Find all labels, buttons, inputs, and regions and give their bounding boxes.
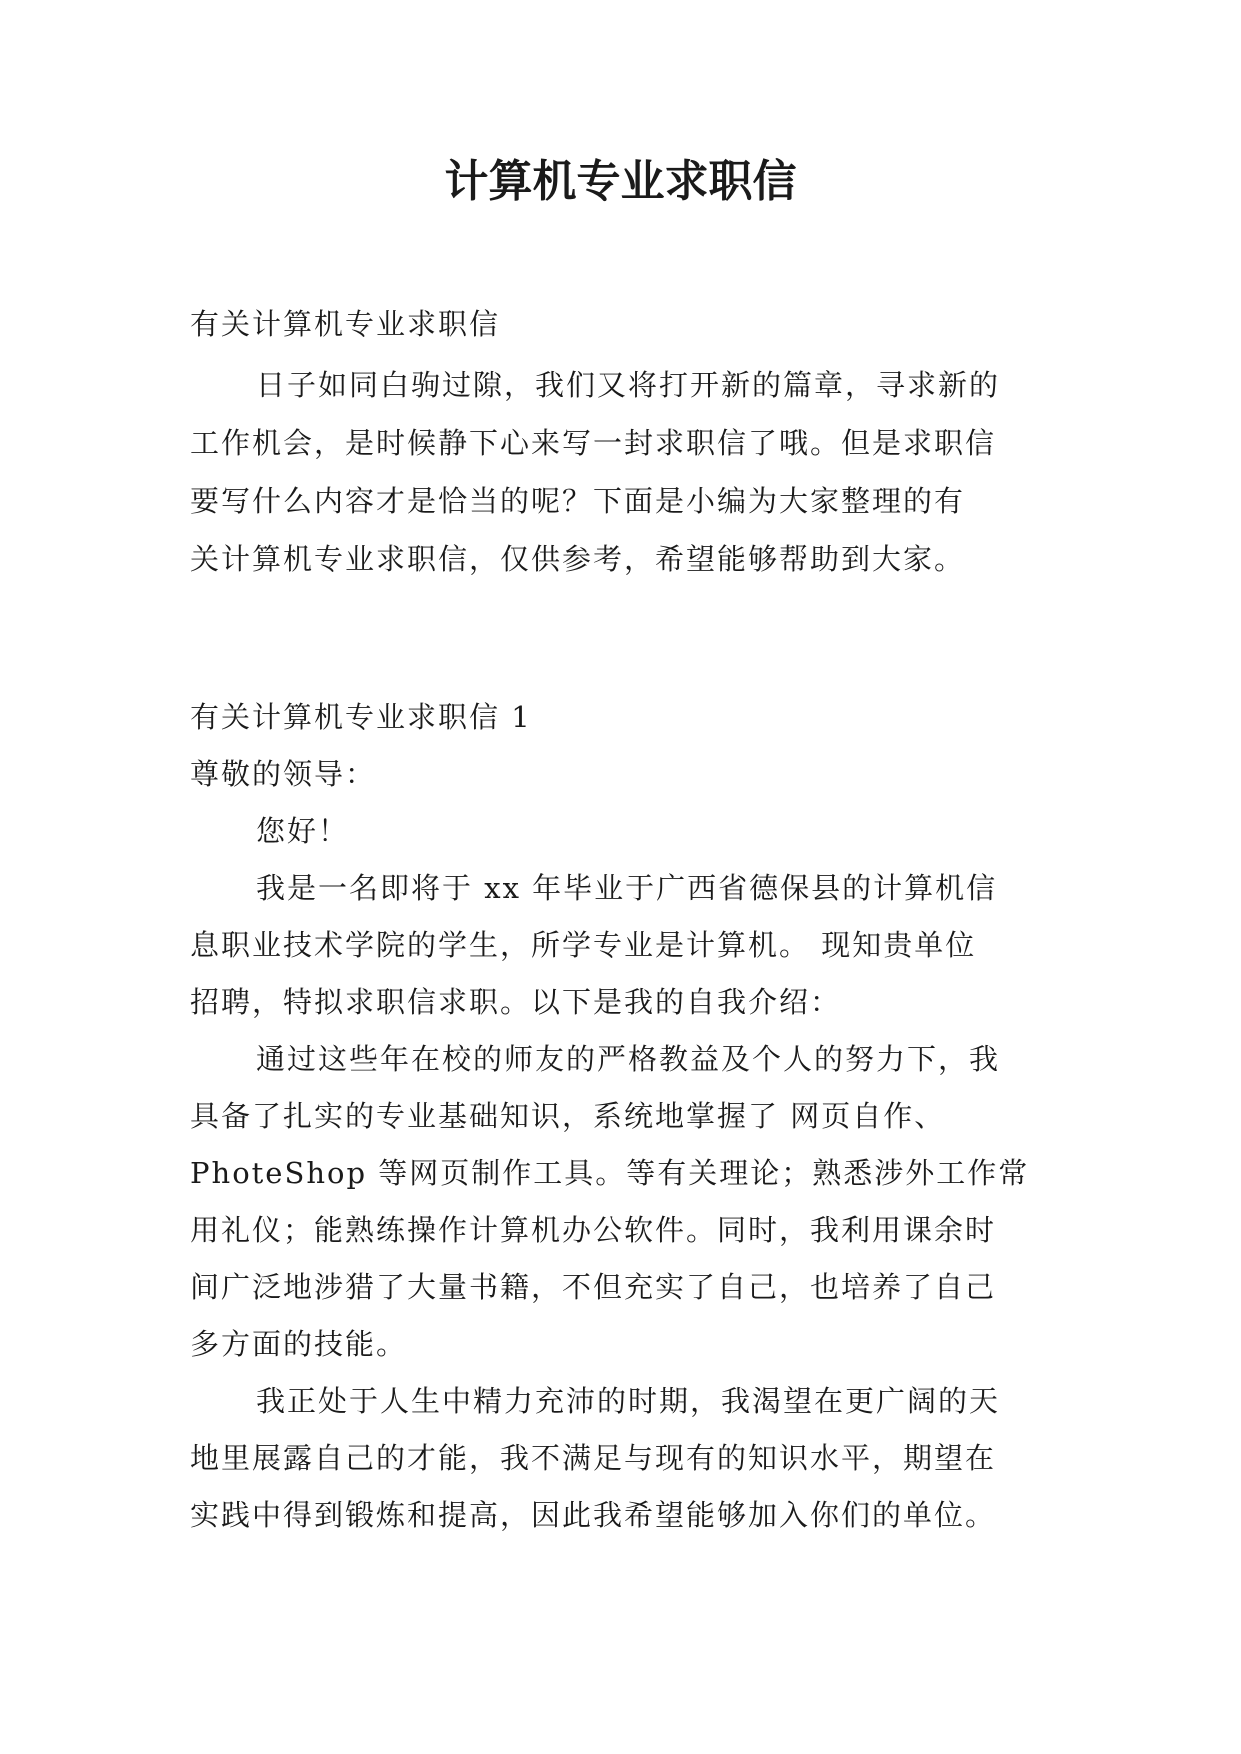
salutation: 尊敬的领导：: [190, 757, 377, 791]
subtitle-text: 有关计算机专业求职信: [190, 307, 501, 341]
intro-line-2: 工作机会，是时候静下心来写一封求职信了哦。但是求职信: [190, 426, 997, 460]
intro-line-3: 要写什么内容才是恰当的呢？下面是小编为大家整理的有: [190, 484, 966, 518]
para2-line-6: 多方面的技能。: [190, 1327, 408, 1361]
intro-line-1: 日子如同白驹过隙，我们又将打开新的篇章，寻求新的: [256, 368, 1001, 402]
para2-line-2: 具备了扎实的专业基础知识，系统地掌握了 网页自作、: [190, 1099, 946, 1133]
intro-paragraph: [190, 356, 1060, 588]
document-title: 计算机专业求职信: [444, 156, 797, 207]
letter-body: [190, 689, 1060, 1544]
para3-line-3: 实践中得到锻炼和提高，因此我希望能够加入你们的单位。: [190, 1498, 997, 1532]
para2-line-3: PhoteShop 等网页制作工具。等有关理论；熟悉涉外工作常: [190, 1156, 1030, 1190]
intro-line-4: 关计算机专业求职信，仅供参考，希望能够帮助到大家。: [190, 542, 966, 576]
para2-line-1: 通过这些年在校的师友的严格教益及个人的努力下，我: [256, 1042, 1001, 1076]
para1-line-2: 息职业技术学院的学生，所学专业是计算机。 现知贵单位: [190, 928, 977, 962]
para1-line-3: 招聘，特拟求职信求职。以下是我的自我介绍：: [190, 985, 842, 1019]
greeting: 您好！: [256, 814, 350, 848]
para3-line-2: 地里展露自己的才能，我不满足与现有的知识水平，期望在: [190, 1441, 997, 1475]
letter-heading: 有关计算机专业求职信 1: [190, 700, 532, 734]
para3-line-1: 我正处于人生中精力充沛的时期，我渴望在更广阔的天: [256, 1384, 1001, 1418]
para1-line-1: 我是一名即将于 xx 年毕业于广西省德保县的计算机信: [256, 871, 998, 905]
para2-line-5: 间广泛地涉猎了大量书籍，不但充实了自己，也培养了自己: [190, 1270, 997, 1304]
para2-line-4: 用礼仪；能熟练操作计算机办公软件。同时，我利用课余时: [190, 1213, 997, 1247]
subtitle: [190, 295, 1060, 353]
